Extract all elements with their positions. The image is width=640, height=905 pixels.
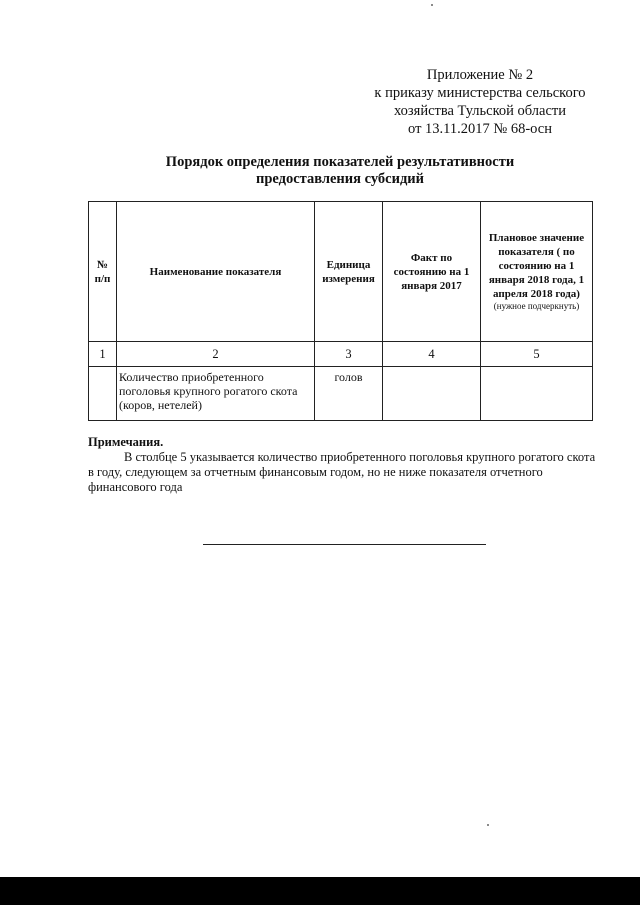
row-name-cell: Количество приобретенного поголовья крупного рогатого скота (коров, нетелей) [117, 367, 315, 421]
indicators-table [88, 201, 593, 421]
appendix-line-2: к приказу министерства сельского [374, 85, 586, 101]
scan-border-bottom [0, 877, 640, 905]
row-num-cell [89, 367, 117, 421]
row-fact-cell [383, 367, 481, 421]
header-fact: Факт по состоянию на 1 января 2017 [383, 202, 481, 342]
column-number: 5 [481, 342, 593, 367]
title-line-2: предоставления субсидий [255, 171, 424, 187]
column-number: 2 [117, 342, 315, 367]
row-unit-cell: голов [315, 367, 383, 421]
appendix-line-4: от 13.11.2017 № 68-осн [408, 121, 552, 137]
scan-speck [431, 4, 433, 6]
appendix-block [360, 66, 600, 138]
signature-rule [203, 544, 486, 545]
column-number: 3 [315, 342, 383, 367]
column-number: 1 [89, 342, 117, 367]
header-plan-cell [481, 202, 593, 342]
title-line-1: Порядок определения показателей результативности [165, 154, 515, 170]
table-header-row [89, 202, 593, 342]
notes-text: В столбце 5 указывается количество приобретенного поголовья крупного рогатого скота в году, следующем за отчетным финансовым годом, но не ниже показателя отчетного финансового года [88, 450, 596, 494]
appendix-line-1: Приложение № 2 [426, 67, 534, 83]
column-numbers-row [89, 342, 593, 367]
notes-title: Примечания. [88, 435, 164, 449]
header-plan-note: (нужное подчеркнуть) [493, 301, 580, 311]
scan-speck [487, 824, 489, 826]
header-num: № п/п [89, 202, 117, 342]
row-plan-cell [481, 367, 593, 421]
column-number: 4 [383, 342, 481, 367]
appendix-line-3: хозяйства Тульской области [393, 103, 567, 119]
header-unit: Единица измерения [315, 202, 383, 342]
header-plan: Плановое значение показателя ( по состоянию на 1 января 2018 года, 1 апреля 2018 года) [488, 232, 585, 300]
document-title [60, 154, 620, 188]
header-name: Наименование показателя [117, 202, 315, 342]
table-row [89, 367, 593, 421]
